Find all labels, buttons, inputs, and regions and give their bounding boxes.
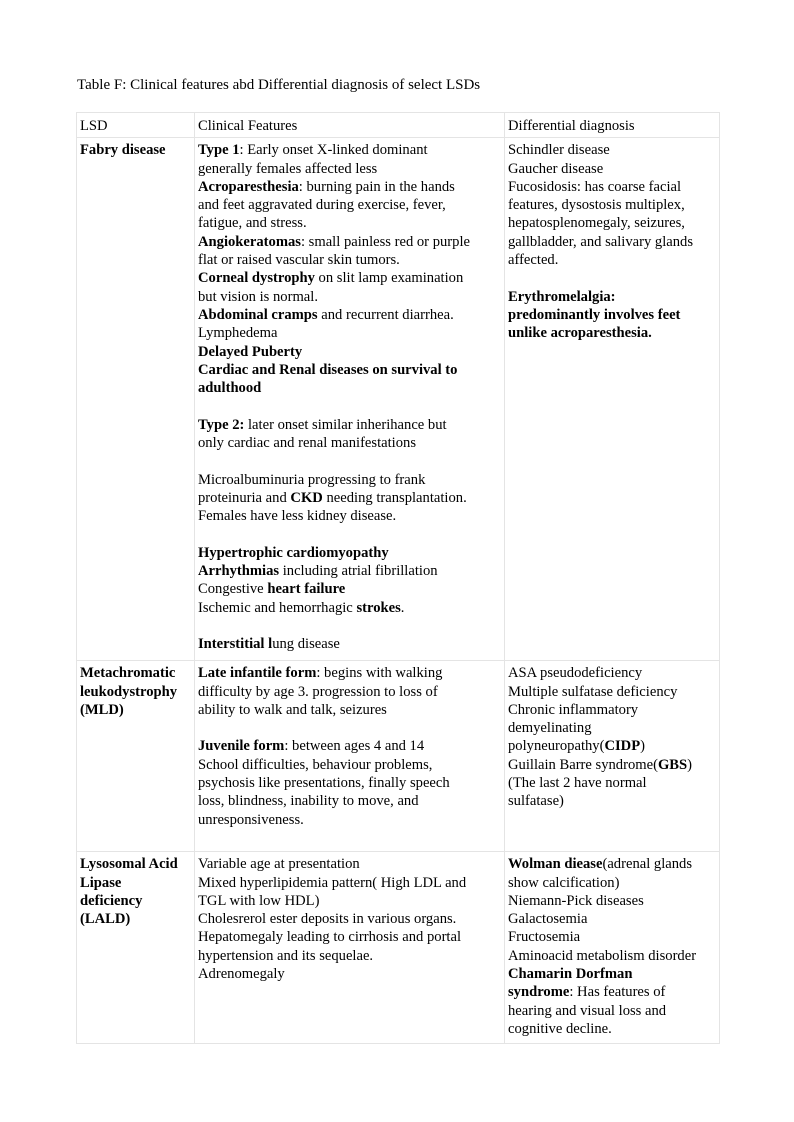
table-row-mld	[77, 661, 720, 852]
text-line	[198, 701, 501, 719]
text-line	[508, 160, 716, 178]
cell-differential-diagnosis	[505, 661, 720, 852]
plain-text: psychosis like presentations, finally speech	[198, 775, 450, 792]
plain-text: hearing and visual loss and	[508, 1002, 667, 1019]
text-line	[198, 324, 501, 342]
blank-line	[198, 397, 501, 415]
text-line	[508, 214, 716, 232]
plain-text: Fucosidosis: has coarse facial	[508, 178, 682, 195]
plain-text: proteinuria and	[198, 489, 291, 506]
plain-text: .	[400, 599, 405, 616]
bold-text: Wolman diease	[508, 856, 603, 873]
plain-text: and recurrent diarrhea.	[317, 306, 454, 323]
text-line	[508, 737, 716, 755]
text-line	[508, 965, 716, 983]
text-line	[198, 683, 501, 701]
bold-text: Angiokeratomas	[198, 233, 301, 250]
table-caption: Table F: Clinical features abd Differential diagnosis of select LSDs	[77, 77, 481, 93]
text-line	[508, 178, 716, 196]
text-line	[508, 1020, 716, 1038]
text-line	[198, 792, 501, 810]
text-line	[198, 343, 501, 361]
bold-text: Late infantile form	[198, 665, 317, 682]
plain-text: : Early onset X-linked dominant	[239, 142, 428, 159]
bold-text: Chamarin Dorfman	[508, 966, 633, 983]
lsd-table	[76, 112, 720, 1044]
plain-text: Lymphedema	[198, 325, 278, 342]
text-line	[198, 562, 501, 580]
plain-text: : Has features of	[569, 984, 666, 1001]
text-line	[198, 269, 501, 287]
plain-text: only cardiac and renal manifestations	[198, 435, 417, 452]
plain-text: : small painless red or purple	[300, 233, 470, 250]
plain-text: show calcification)	[508, 874, 620, 891]
text-line	[198, 507, 501, 525]
text-line	[508, 947, 716, 965]
text-line	[198, 251, 501, 269]
text-line	[508, 701, 716, 719]
cell-clinical-features	[195, 852, 505, 1044]
text-line	[198, 892, 501, 910]
text-line	[198, 434, 501, 452]
text-line	[198, 855, 501, 873]
blank-line	[198, 719, 501, 737]
text-line	[198, 141, 501, 159]
bold-text: Cardiac and Renal diseases on survival to	[198, 361, 458, 378]
header-differential-diagnosis: Differential diagnosis	[505, 113, 720, 138]
bold-text: Type 2:	[198, 416, 245, 433]
text-line	[508, 855, 716, 873]
cell-clinical-features	[195, 661, 505, 852]
text-line	[508, 306, 716, 324]
plain-text: gallbladder, and salivary glands	[508, 233, 694, 250]
bold-text: GBS	[657, 756, 688, 773]
bold-text: syndrome	[508, 984, 570, 1001]
text-line	[508, 928, 716, 946]
text-line	[198, 214, 501, 232]
plain-text: Galactosemia	[508, 911, 588, 928]
plain-text: affected.	[508, 252, 559, 269]
plain-text: (adrenal glands	[602, 856, 693, 873]
plain-text: and feet aggravated during exercise, fever,	[198, 197, 446, 214]
lsd-name-line: (MLD)	[80, 701, 124, 718]
text-line	[198, 471, 501, 489]
text-line	[198, 489, 501, 507]
text-line	[508, 664, 716, 682]
text-line	[198, 664, 501, 682]
lsd-name-line: leukodystrophy	[80, 683, 178, 700]
plain-text: Multiple sulfatase deficiency	[508, 683, 678, 700]
text-line	[198, 737, 501, 755]
lsd-name-line: Fabry disease	[80, 142, 166, 159]
plain-text: needing transplantation.	[322, 489, 467, 506]
cell-differential-diagnosis	[505, 852, 720, 1044]
plain-text: : begins with walking	[316, 665, 443, 682]
text-line	[198, 774, 501, 792]
plain-text: Adrenomegaly	[198, 966, 285, 983]
text-line	[508, 324, 716, 342]
plain-text: features, dysostosis multiplex,	[508, 197, 685, 214]
plain-text: Congestive	[198, 581, 268, 598]
text-line	[198, 756, 501, 774]
plain-text: generally females affected less	[198, 160, 378, 177]
bold-text: CKD	[290, 489, 323, 506]
plain-text: difficulty by age 3. progression to loss of	[198, 683, 438, 700]
bold-text: Corneal dystrophy	[198, 270, 315, 287]
bold-text: Hypertrophic cardiomyopathy	[198, 544, 389, 561]
text-line	[198, 379, 501, 397]
plain-text: hypertension and its sequelae.	[198, 947, 374, 964]
text-line	[508, 233, 716, 251]
plain-text: but vision is normal.	[198, 288, 318, 305]
text-line	[198, 928, 501, 946]
text-line	[198, 947, 501, 965]
plain-text: TGL with low HDL)	[198, 892, 320, 909]
plain-text: Chronic inflammatory	[508, 701, 639, 718]
cell-lsd	[77, 852, 195, 1044]
text-line	[198, 288, 501, 306]
plain-text: )	[687, 756, 693, 773]
bold-text: predominantly involves feet	[508, 306, 681, 323]
plain-text: ASA pseudodeficiency	[508, 665, 643, 682]
text-line	[198, 580, 501, 598]
text-line	[508, 251, 716, 269]
plain-text: Niemann-Pick diseases	[508, 892, 644, 909]
bold-text: strokes	[356, 599, 401, 616]
bold-text: Abdominal cramps	[198, 306, 318, 323]
text-line	[198, 599, 501, 617]
cell-differential-diagnosis	[505, 138, 720, 661]
plain-text: Mixed hyperlipidemia pattern( High LDL and	[198, 874, 467, 891]
text-line	[198, 178, 501, 196]
bold-text: CIDP	[604, 738, 641, 755]
plain-text: unresponsiveness.	[198, 811, 304, 828]
blank-line	[198, 617, 501, 635]
cell-lsd	[77, 661, 195, 852]
plain-text: hepatosplenomegaly, seizures,	[508, 215, 685, 232]
table-row-lald	[77, 852, 720, 1044]
text-line	[508, 141, 716, 159]
bold-text: adulthood	[198, 380, 262, 397]
plain-text: Ischemic and hemorrhagic	[198, 599, 357, 616]
plain-text: later onset similar inherihance but	[244, 416, 447, 433]
bold-text: Acroparesthesia	[198, 178, 299, 195]
plain-text: School difficulties, behaviour problems,	[198, 756, 433, 773]
blank-line	[198, 526, 501, 544]
bold-text: unlike acroparesthesia.	[508, 325, 652, 342]
bold-text: Arrhythmias	[198, 563, 280, 580]
header-lsd: LSD	[77, 113, 195, 138]
text-line	[198, 196, 501, 214]
plain-text: Gaucher disease	[508, 160, 604, 177]
text-line	[198, 874, 501, 892]
plain-text: Females have less kidney disease.	[198, 508, 397, 525]
plain-text: loss, blindness, inability to move, and	[198, 793, 419, 810]
table-header-row	[77, 113, 720, 138]
text-line	[508, 196, 716, 214]
plain-text: Guillain Barre syndrome(	[508, 756, 658, 773]
text-line	[198, 811, 501, 829]
blank-line	[508, 269, 716, 287]
bold-text: Interstitial l	[198, 636, 273, 653]
plain-text: : between ages 4 and 14	[284, 738, 425, 755]
text-line	[198, 160, 501, 178]
plain-text: sulfatase)	[508, 793, 564, 810]
text-line	[508, 910, 716, 928]
plain-text: flat or raised vascular skin tumors.	[198, 252, 400, 269]
plain-text: )	[640, 738, 646, 755]
plain-text: (The last 2 have normal	[508, 775, 647, 792]
text-line	[508, 983, 716, 1001]
text-line	[508, 792, 716, 810]
text-line	[198, 544, 501, 562]
plain-text: demyelinating	[508, 720, 592, 737]
text-line	[508, 288, 716, 306]
plain-text: Schindler disease	[508, 142, 610, 159]
bold-text: Delayed Puberty	[198, 343, 303, 360]
plain-text: : burning pain in the hands	[298, 178, 455, 195]
bold-text: Juvenile form	[198, 738, 285, 755]
lsd-name-line: Lipase	[80, 874, 122, 891]
text-line	[198, 306, 501, 324]
plain-text: fatigue, and stress.	[198, 215, 307, 232]
plain-text: ung disease	[272, 636, 340, 653]
text-line	[508, 756, 716, 774]
plain-text: Microalbuminuria progressing to frank	[198, 471, 426, 488]
text-line	[198, 361, 501, 379]
plain-text: on slit lamp examination	[314, 270, 464, 287]
bold-text: Erythromelalgia:	[508, 288, 616, 305]
plain-text: cognitive decline.	[508, 1020, 612, 1037]
cell-clinical-features	[195, 138, 505, 661]
text-line	[508, 874, 716, 892]
text-line	[198, 233, 501, 251]
lsd-name-line: (LALD)	[80, 911, 131, 928]
text-line	[508, 1002, 716, 1020]
text-line	[508, 774, 716, 792]
text-line	[198, 910, 501, 928]
bold-text: heart failure	[267, 581, 346, 598]
plain-text: Variable age at presentation	[198, 856, 360, 873]
bold-text: Type 1	[198, 142, 240, 159]
plain-text: Hepatomegaly leading to cirrhosis and portal	[198, 929, 462, 946]
lsd-name-line: deficiency	[80, 892, 143, 909]
header-clinical-features: Clinical Features	[195, 113, 505, 138]
text-line	[198, 965, 501, 983]
text-line	[508, 719, 716, 737]
text-line	[198, 635, 501, 653]
lsd-name-line: Lysosomal Acid	[80, 856, 178, 873]
text-line	[508, 892, 716, 910]
plain-text: polyneuropathy(	[508, 738, 605, 755]
plain-text: ability to walk and talk, seizures	[198, 701, 387, 718]
plain-text: including atrial fibrillation	[279, 563, 438, 580]
text-line	[198, 416, 501, 434]
table-row-fabry	[77, 138, 720, 661]
plain-text: Aminoacid metabolism disorder	[508, 947, 697, 964]
lsd-name-line: Metachromatic	[80, 665, 176, 682]
plain-text: Cholesrerol ester deposits in various organs.	[198, 911, 457, 928]
plain-text: Fructosemia	[508, 929, 581, 946]
blank-line	[198, 452, 501, 470]
text-line	[508, 683, 716, 701]
cell-lsd	[77, 138, 195, 661]
